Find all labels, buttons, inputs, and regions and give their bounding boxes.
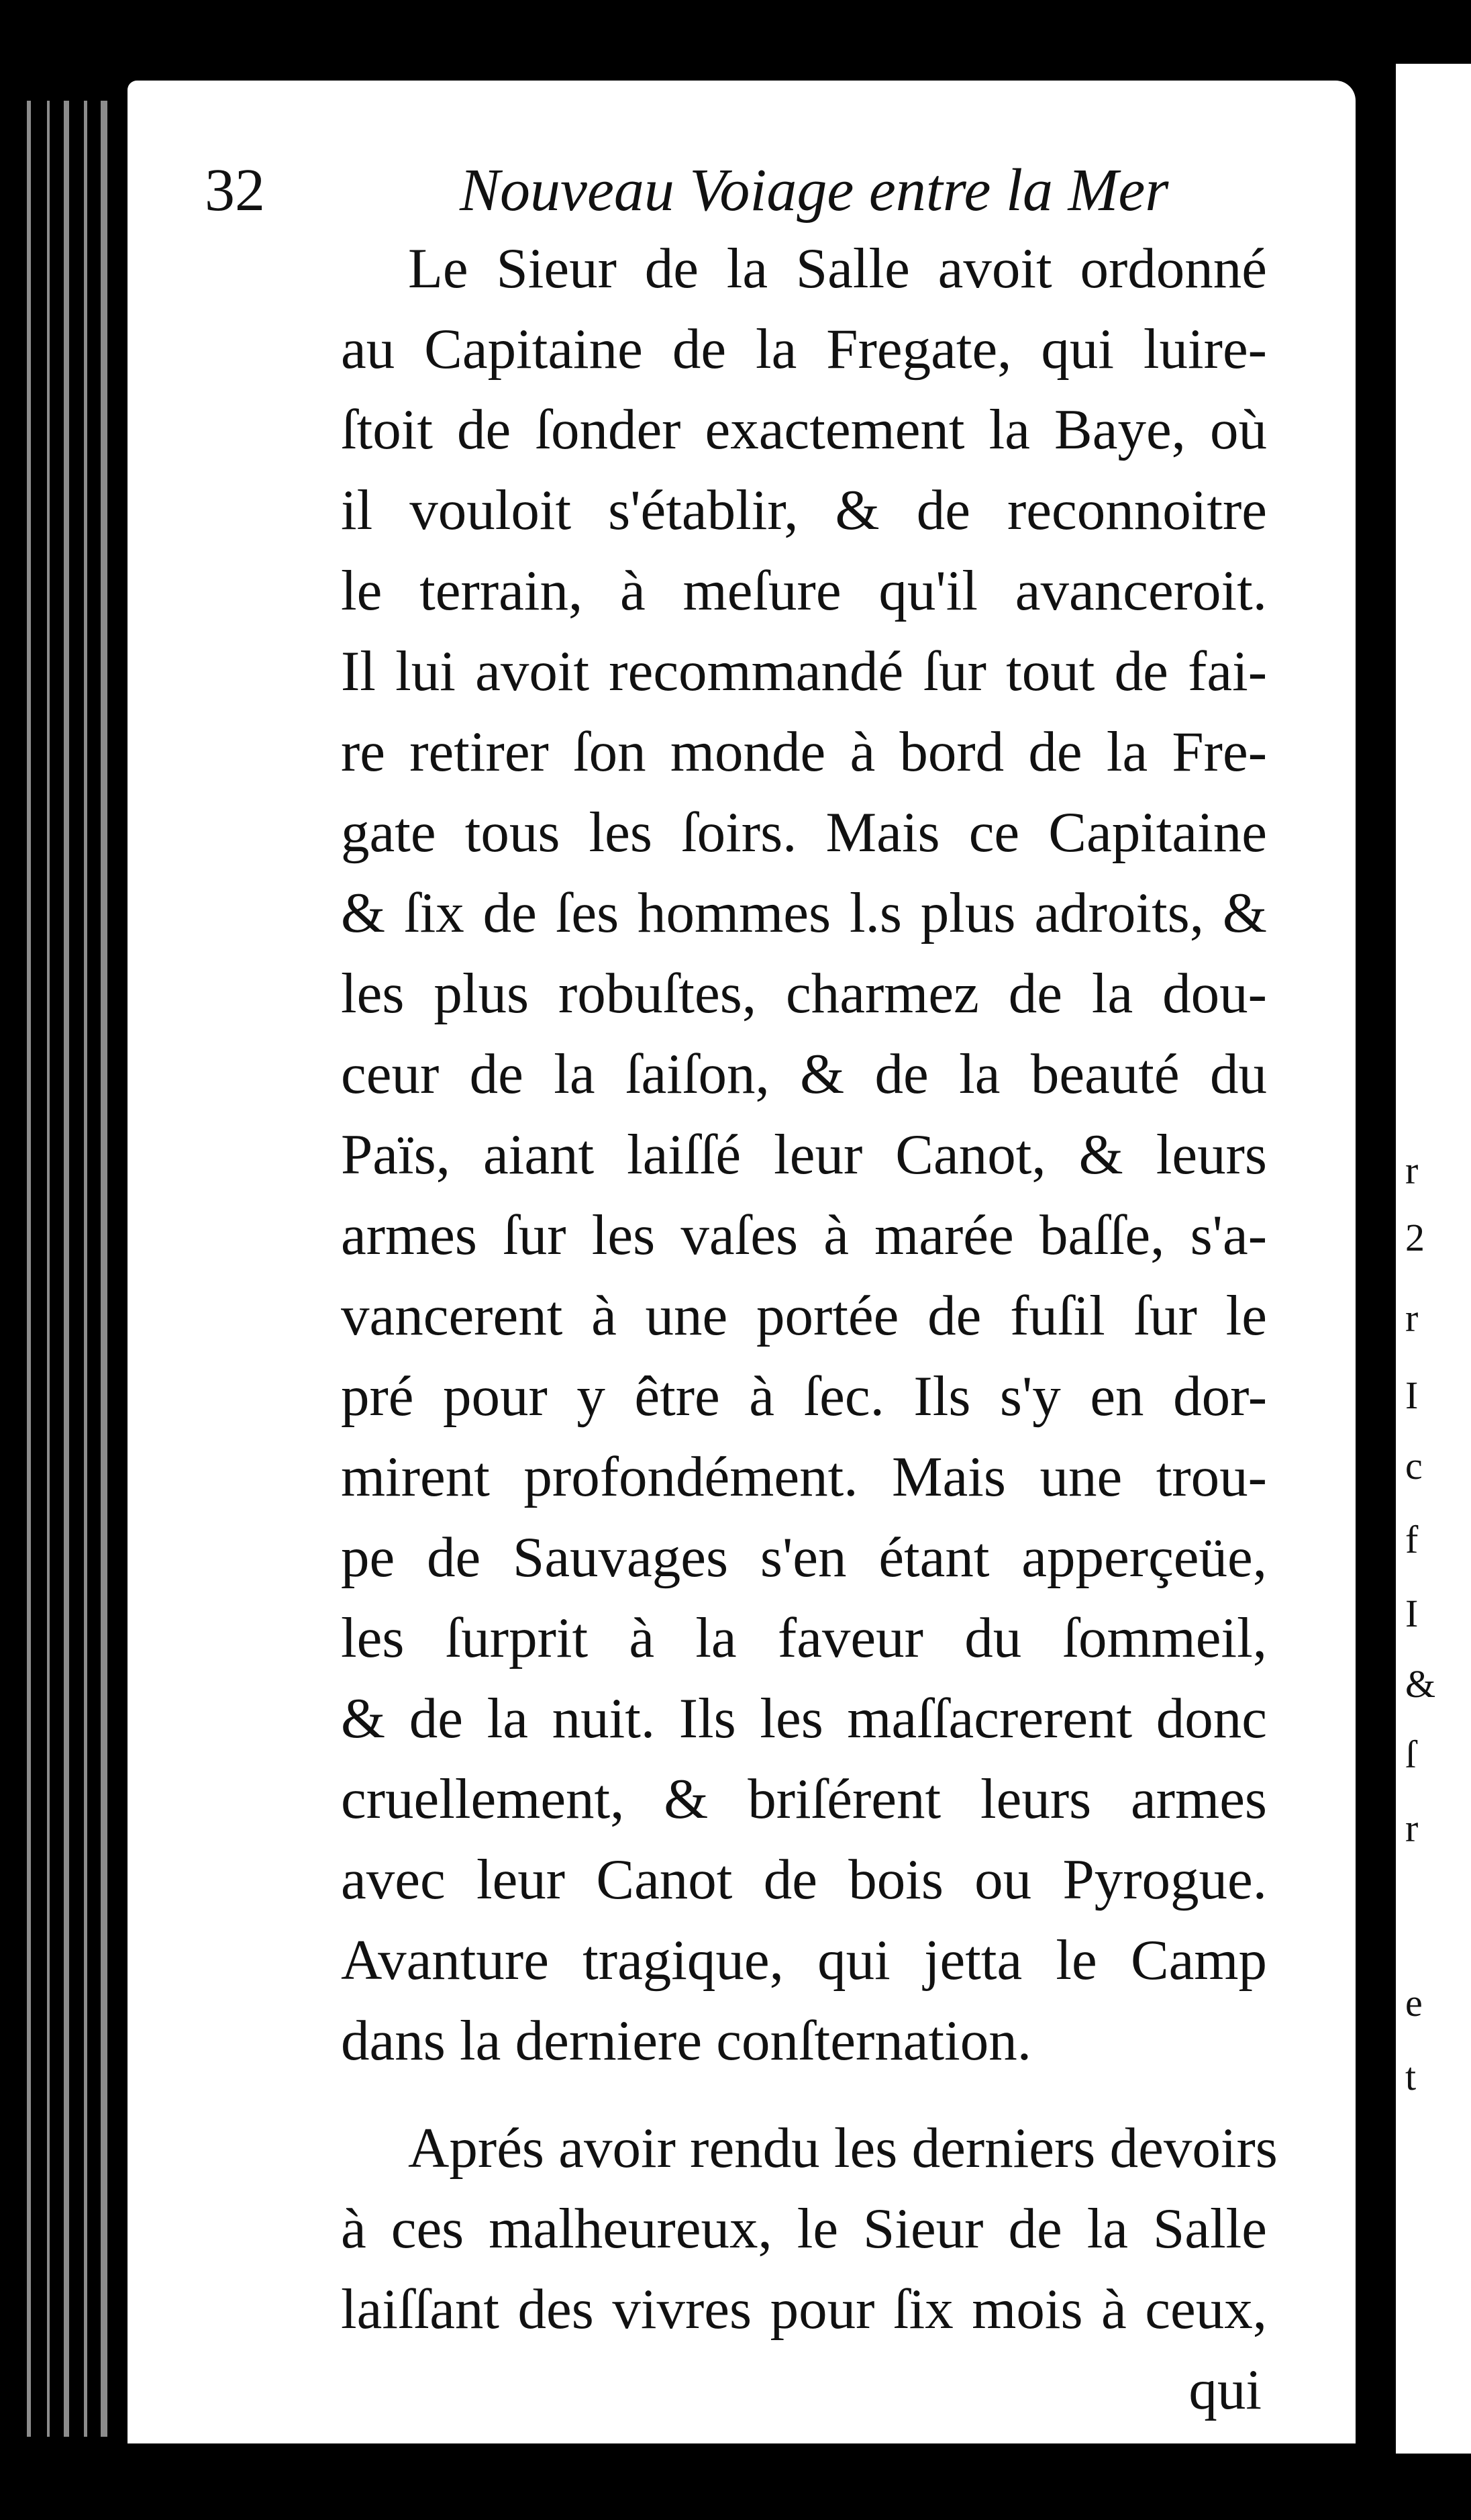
running-title: Nouveau Voiage entre la Mer bbox=[460, 157, 1169, 224]
body-text bbox=[341, 228, 1278, 2430]
next-page-edge bbox=[1396, 64, 1471, 2454]
next-page-fragment: I bbox=[1405, 1373, 1419, 1417]
next-page-fragment: c bbox=[1405, 1444, 1423, 1488]
text-line: ceur de la ſaiſon, & de la beauté du bbox=[341, 1043, 1267, 1106]
text-line: re retirer ſon monde à bord de la Fre- bbox=[341, 720, 1267, 783]
text-line: & ſix de ſes hommes l.s plus adroits, & bbox=[341, 881, 1267, 944]
text-line: Il lui avoit recommandé ſur tout de fai- bbox=[341, 640, 1267, 703]
page-header bbox=[205, 156, 1278, 230]
next-page-fragment: r bbox=[1405, 1149, 1419, 1192]
next-page-fragment: e bbox=[1405, 1981, 1423, 2025]
page-number: 32 bbox=[205, 157, 265, 224]
catchword: qui bbox=[1188, 2358, 1262, 2421]
book-binding-edge bbox=[0, 0, 128, 2520]
next-page-fragment: f bbox=[1405, 1518, 1419, 1561]
next-page-fragment: t bbox=[1405, 2055, 1417, 2098]
text-line: Le Sieur de la Salle avoit ordonné bbox=[408, 237, 1267, 300]
text-line: laiſſant des vivres pour ſix mois à ceux, bbox=[341, 2278, 1267, 2341]
text-line: vancerent à une portée de fuſil ſur le bbox=[341, 1284, 1267, 1347]
next-page-fragment: I bbox=[1405, 1592, 1419, 1635]
text-line: Païs, aiant laiſſé leur Canot, & leurs bbox=[341, 1123, 1267, 1186]
text-line: les ſurprit à la faveur du ſommeil, bbox=[341, 1606, 1267, 1669]
next-page-fragment: 2 bbox=[1405, 1216, 1425, 1259]
next-page-fragment: r bbox=[1405, 1806, 1419, 1850]
text-line: ſtoit de ſonder exactement la Baye, où bbox=[341, 398, 1267, 461]
text-line: avec leur Canot de bois ou Pyrogue. bbox=[341, 1848, 1267, 1911]
text-line: il vouloit s'établir, & de reconnoitre bbox=[341, 479, 1267, 542]
text-line: Avanture tragique, qui jetta le Camp bbox=[341, 1929, 1267, 1992]
text-line: armes ſur les vaſes à marée baſſe, s'a- bbox=[341, 1204, 1267, 1267]
text-line: mirent profondément. Mais une trou- bbox=[341, 1445, 1267, 1508]
next-page-fragment: & bbox=[1405, 1662, 1436, 1706]
text-line: dans la derniere conſternation. bbox=[341, 2009, 1032, 2072]
text-line: & de la nuit. Ils les maſſacrerent donc bbox=[341, 1687, 1267, 1750]
text-line: pré pour y être à ſec. Ils s'y en dor- bbox=[341, 1365, 1267, 1428]
text-line: cruellement, & briſérent leurs armes bbox=[341, 1767, 1267, 1831]
text-line: au Capitaine de la Fregate, qui luire- bbox=[341, 318, 1267, 381]
text-line: gate tous les ſoirs. Mais ce Capitaine bbox=[341, 801, 1267, 864]
next-page-fragment: r bbox=[1405, 1296, 1419, 1340]
text-line: le terrain, à meſure qu'il avanceroit. bbox=[341, 559, 1267, 622]
next-page-fragment: ſ bbox=[1405, 1733, 1417, 1776]
text-line: Aprés avoir rendu les derniers devoirs bbox=[408, 2117, 1278, 2180]
paragraph bbox=[341, 2108, 1278, 2349]
text-line: à ces malheureux, le Sieur de la Salle bbox=[341, 2197, 1267, 2260]
paragraph bbox=[341, 228, 1267, 2081]
text-line: pe de Sauvages s'en étant apperçeüe, bbox=[341, 1526, 1267, 1589]
text-line: les plus robuſtes, charmez de la dou- bbox=[341, 962, 1267, 1025]
